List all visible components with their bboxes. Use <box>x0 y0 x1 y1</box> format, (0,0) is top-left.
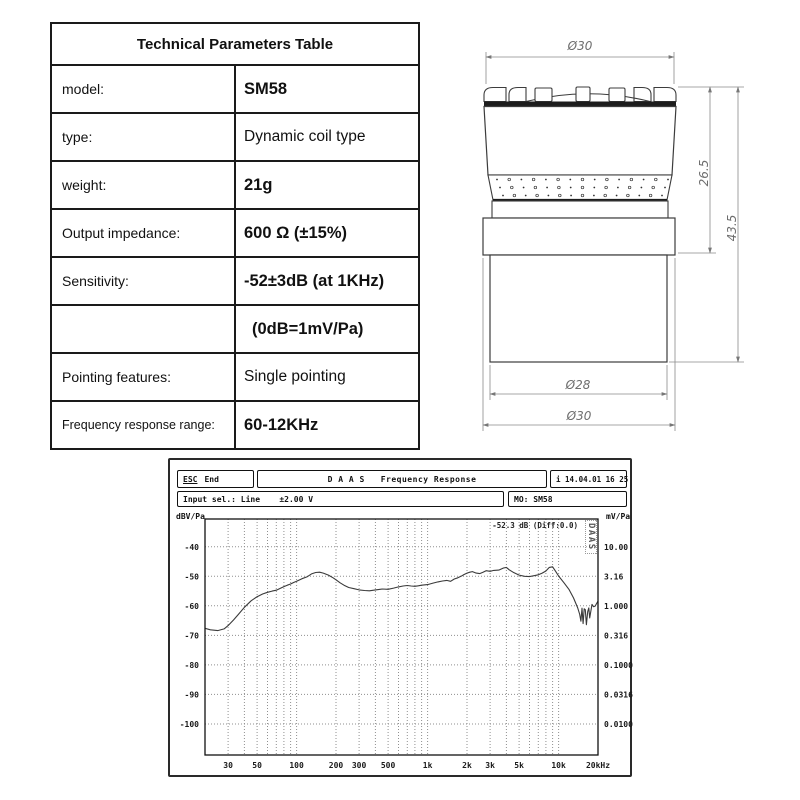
svg-text:300: 300 <box>351 761 367 770</box>
chart-title: D A A S Frequency Response <box>257 470 547 488</box>
svg-text:0.1000: 0.1000 <box>604 660 633 670</box>
svg-text:-50: -50 <box>184 572 199 582</box>
table-row <box>51 305 419 353</box>
svg-text:-90: -90 <box>184 690 199 700</box>
dim-label-body-diameter: Ø28 <box>565 378 591 392</box>
row-value: SM58 <box>235 65 419 113</box>
daas-watermark: DAAS <box>585 520 597 554</box>
table-row <box>51 113 419 161</box>
model-number-display: MO: SM58 <box>508 491 627 507</box>
svg-text:20kHz: 20kHz <box>585 761 611 770</box>
microphone-technical-drawing <box>440 10 800 450</box>
row-value: 600 Ω (±15%) <box>235 209 419 257</box>
esc-key-label: ESC <box>183 474 198 484</box>
mic-grille-rim <box>484 102 676 107</box>
table-row <box>51 65 419 113</box>
svg-text:50: 50 <box>252 761 262 770</box>
dim-label-head-height: 26.5 <box>697 159 711 187</box>
row-label: type: <box>51 113 235 161</box>
svg-text:5k: 5k <box>514 761 524 770</box>
row-value: -52±3dB (at 1KHz) <box>235 257 419 305</box>
svg-text:0.316: 0.316 <box>604 631 629 641</box>
svg-text:3k: 3k <box>485 761 495 770</box>
table-row <box>51 401 419 449</box>
table-row <box>51 257 419 305</box>
dim-label-top-diameter: Ø30 <box>567 39 593 53</box>
row-value: Dynamic coil type <box>235 113 419 161</box>
esc-end-button <box>177 470 254 488</box>
y-axis-unit-left: dBV/Pa <box>176 512 205 521</box>
svg-text:1.000: 1.000 <box>604 601 629 611</box>
level-readout: -52.3 dB (Diff:0.0) <box>492 521 578 530</box>
svg-text:200: 200 <box>328 761 344 770</box>
row-value: (0dB=1mV/Pa) <box>235 305 419 353</box>
svg-text:-40: -40 <box>184 542 199 552</box>
svg-text:0.0100: 0.0100 <box>604 720 633 729</box>
mic-head-shell <box>484 107 676 176</box>
mic-mounting-ring <box>483 218 675 255</box>
mic-body-cylinder <box>490 255 667 362</box>
row-label: Sensitivity: <box>51 257 235 305</box>
table-row <box>51 209 419 257</box>
row-label: Pointing features: <box>51 353 235 401</box>
svg-text:-100: -100 <box>179 720 199 729</box>
svg-text:-80: -80 <box>184 660 199 670</box>
row-value: 60-12KHz <box>235 401 419 449</box>
y-axis-unit-right: mV/Pa <box>606 512 631 521</box>
daas-frequency-response-panel <box>168 458 632 777</box>
svg-text:10k: 10k <box>551 761 566 770</box>
svg-text:10.00: 10.00 <box>604 542 629 552</box>
dim-label-total-height: 43.5 <box>725 214 739 242</box>
end-label: End <box>204 474 219 484</box>
dim-label-ring-diameter: Ø30 <box>566 409 592 423</box>
svg-text:3.16: 3.16 <box>604 572 624 582</box>
svg-text:0.0316: 0.0316 <box>604 690 633 700</box>
mic-neck <box>492 201 668 218</box>
svg-text:500: 500 <box>380 761 396 770</box>
technical-parameters-table <box>50 22 420 450</box>
row-label: Frequency response range: <box>51 401 235 449</box>
row-label: weight: <box>51 161 235 209</box>
table-title: Technical Parameters Table <box>51 23 419 65</box>
row-label <box>51 305 235 353</box>
svg-text:1k: 1k <box>422 761 433 770</box>
svg-text:-70: -70 <box>184 631 199 641</box>
row-label: Output impedance: <box>51 209 235 257</box>
table-row <box>51 161 419 209</box>
table-row <box>51 353 419 401</box>
input-settings-display: Input sel.: Line ±2.00 V <box>177 491 504 507</box>
svg-text:-60: -60 <box>184 601 199 611</box>
mic-grille-crown <box>484 87 676 102</box>
svg-text:2k: 2k <box>462 761 472 770</box>
datetime-display: i 14.04.01 16 25 <box>550 470 627 488</box>
row-value: Single pointing <box>235 353 419 401</box>
frequency-response-plot <box>170 460 634 779</box>
svg-text:30: 30 <box>223 761 233 770</box>
row-label: model: <box>51 65 235 113</box>
svg-text:100: 100 <box>289 761 304 770</box>
row-value: 21g <box>235 161 419 209</box>
